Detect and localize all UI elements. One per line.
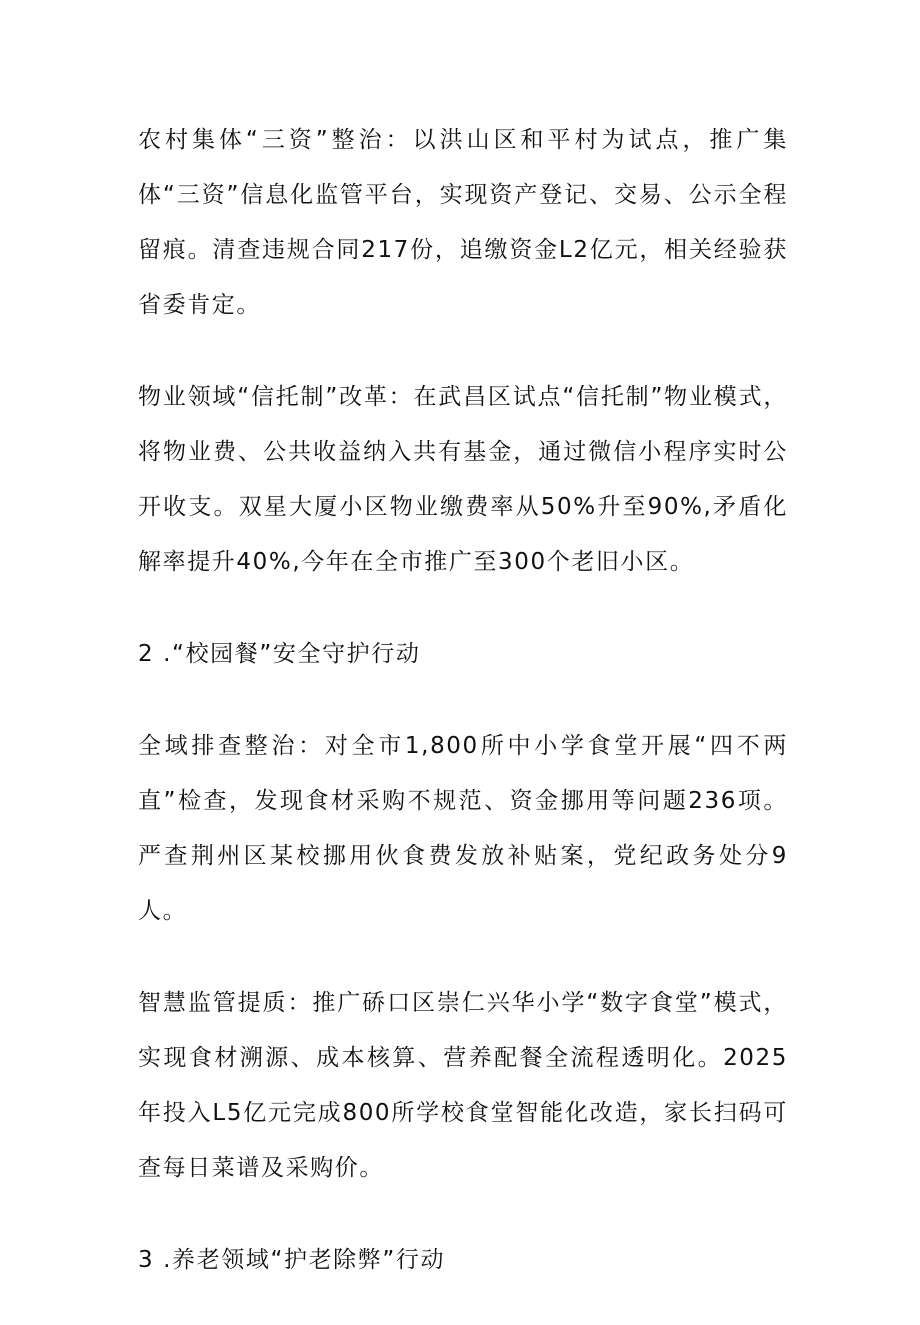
- section-heading-campus-meals: 2 .“校园餐”安全守护行动: [138, 641, 421, 667]
- paragraph-smart-supervision: 智慧监管提质：推广硚口区崇仁兴华小学“数字食堂”模式，实现食材溯源、成本核算、营养配餐全流程透明化。2025年投入L5亿元完成800所学校食堂智能化改造，家长扫码可查每日菜谱及采购价。: [138, 990, 788, 1181]
- paragraph-canteen-inspection: 全域排查整治：对全市1,800所中小学食堂开展“四不两直”检查，发现食材采购不规范、资金挪用等问题236项。严查荆州区某校挪用伙食费发放补贴案，党纪政务处分9人。: [138, 733, 788, 924]
- document-body: [138, 113, 788, 1325]
- section-heading-elderly-care: 3 .养老领域“护老除弊”行动: [138, 1247, 446, 1273]
- paragraph-rural-assets: 农村集体“三资”整治：以洪山区和平村为试点，推广集体“三资”信息化监管平台，实现资产登记、交易、公示全程留痕。清查违规合同217份，追缴资金L2亿元，相关经验获省委肯定。: [138, 127, 788, 318]
- paragraph-property-trust: 物业领域“信托制”改革：在武昌区试点“信托制”物业模式，将物业费、公共收益纳入共有基金，通过微信小程序实时公开收支。双星大厦小区物业缴费率从50%升至90%,矛盾化解率提升40%,今年在全市推广至300个老旧小区。: [138, 384, 788, 575]
